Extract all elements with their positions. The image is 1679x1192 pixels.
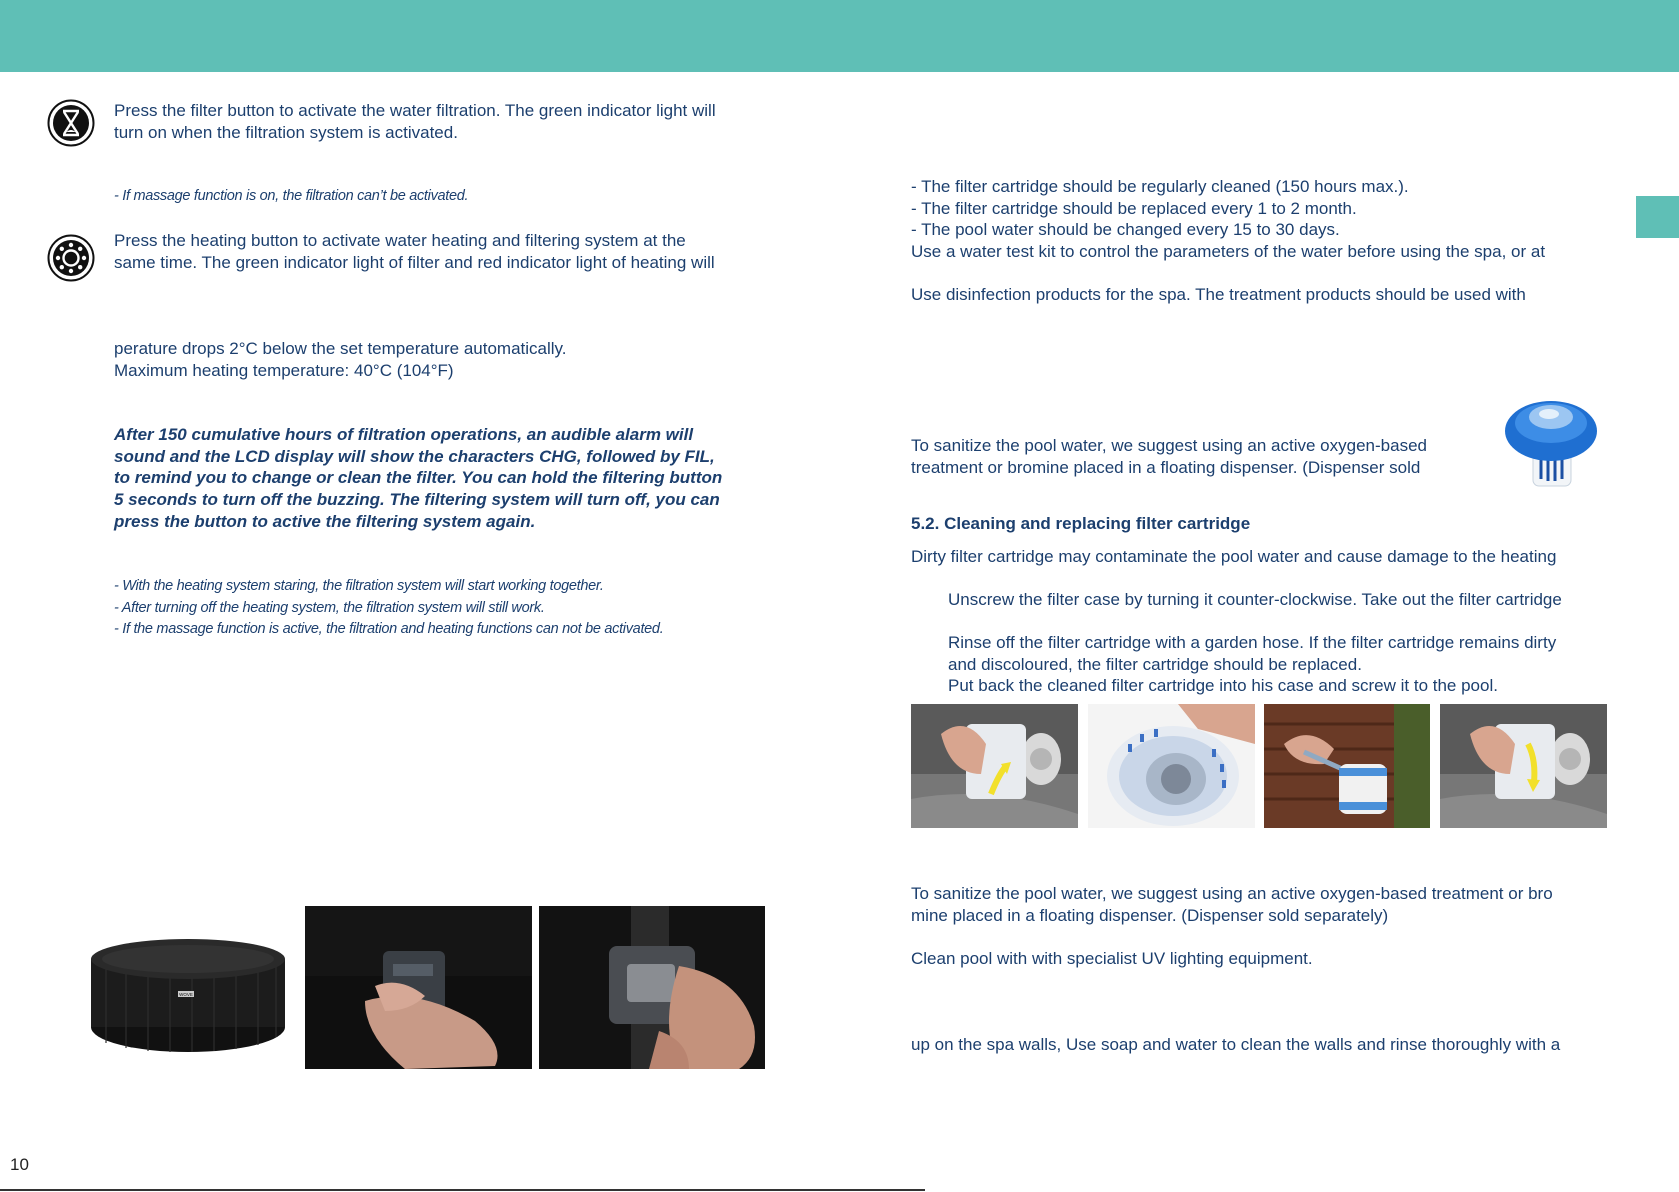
heating-gear-icon [47, 234, 95, 282]
cover-buckle-photo-2 [539, 906, 765, 1069]
filter-note: - If massage function is on, the filtration can’t be activated. [114, 188, 469, 204]
heating-temp-line-2: Maximum heating temperature: 40°C (104°F) [114, 360, 454, 380]
alarm-text-line-1: After 150 cumulative hours of filtration operations, an audible alarm will [114, 425, 694, 444]
alarm-text-line-4: 5 seconds to turn off the buzzing. The filtering system will turn off, you can [114, 490, 720, 510]
maintenance-line-3: - The pool water should be changed every 15 to 30 days. [911, 220, 1340, 239]
dirty-filter-text: Dirty filter cartridge may contaminate the pool water and cause damage to the heating [911, 547, 1557, 566]
step-take-out-cartridge-photo [1088, 704, 1255, 828]
heating-temp-line-1: perature drops 2°C below the set temperature automatically. [114, 339, 567, 358]
sanitize-line-2: treatment or bromine placed in a floating dispenser. (Dispenser sold [911, 457, 1421, 477]
heating-text-line-1: Press the heating button to activate water heating and filtering system at the [114, 231, 686, 250]
maintenance-line-2: - The filter cartridge should be replaced every 1 to 2 month. [911, 198, 1357, 218]
spa-with-cover-image [86, 935, 290, 1055]
spa-logo: WOVE [179, 992, 193, 997]
uv-text: Clean pool with with specialist UV lighting equipment. [911, 949, 1313, 968]
filter-text-line-1: Press the filter button to activate the water filtration. The green indicator light will [114, 101, 716, 120]
floating-dispenser-image [1503, 391, 1598, 491]
alarm-text-line-2: sound and the LCD display will show the characters CHG, followed by FIL, [114, 446, 715, 466]
heating-note-2: - After turning off the heating system, the filtration system will still work. [114, 599, 545, 616]
section-heading-5-2: 5.2. Cleaning and replacing filter cartridge [911, 514, 1251, 533]
step-unscrew-photo [911, 704, 1078, 828]
page-number: 10 [10, 1155, 29, 1174]
alarm-text-line-3: to remind you to change or clean the filter. You can hold the filtering button [114, 468, 723, 488]
alarm-text-line-5: press the button to active the filtering system again. [114, 511, 536, 531]
step-2-line-2: and discoloured, the filter cartridge should be replaced. [948, 654, 1362, 674]
maintenance-line-1: - The filter cartridge should be regularly cleaned (150 hours max.). [911, 177, 1409, 196]
heating-note-3: - If the massage function is active, the filtration and heating functions can not be activated. [114, 621, 664, 637]
filter-text-line-2: turn on when the filtration system is activated. [114, 122, 458, 142]
cover-buckle-photo-1 [305, 906, 532, 1069]
chapter-tab [1636, 196, 1679, 238]
step-screw-back-photo [1440, 704, 1607, 828]
walls-text: up on the spa walls, Use soap and water to clean the walls and rinse thoroughly with a [911, 1035, 1561, 1054]
filter-hourglass-icon [47, 99, 95, 147]
sanitize-2-line-2: mine placed in a floating dispenser. (Dispenser sold separately) [911, 905, 1389, 925]
step-3-text: Put back the cleaned filter cartridge into his case and screw it to the pool. [948, 676, 1498, 695]
disinfection-text: Use disinfection products for the spa. The treatment products should be used with [911, 285, 1526, 304]
sanitize-line-1: To sanitize the pool water, we suggest using an active oxygen-based [911, 436, 1427, 455]
step-rinse-photo [1264, 704, 1430, 828]
sanitize-2-line-1: To sanitize the pool water, we suggest using an active oxygen-based treatment or bro [911, 884, 1553, 903]
maintenance-line-4: Use a water test kit to control the parameters of the water before using the spa, or at [911, 241, 1546, 261]
heating-note-1: - With the heating system staring, the filtration system will start working together. [114, 578, 604, 594]
heating-text-line-2: same time. The green indicator light of filter and red indicator light of heating will [114, 252, 715, 272]
header-bar [0, 0, 1679, 72]
step-1-text: Unscrew the filter case by turning it counter-clockwise. Take out the filter cartridge [948, 590, 1562, 609]
bottom-rule [0, 1189, 925, 1191]
step-2-line-1: Rinse off the filter cartridge with a garden hose. If the filter cartridge remains dirty [948, 633, 1557, 652]
